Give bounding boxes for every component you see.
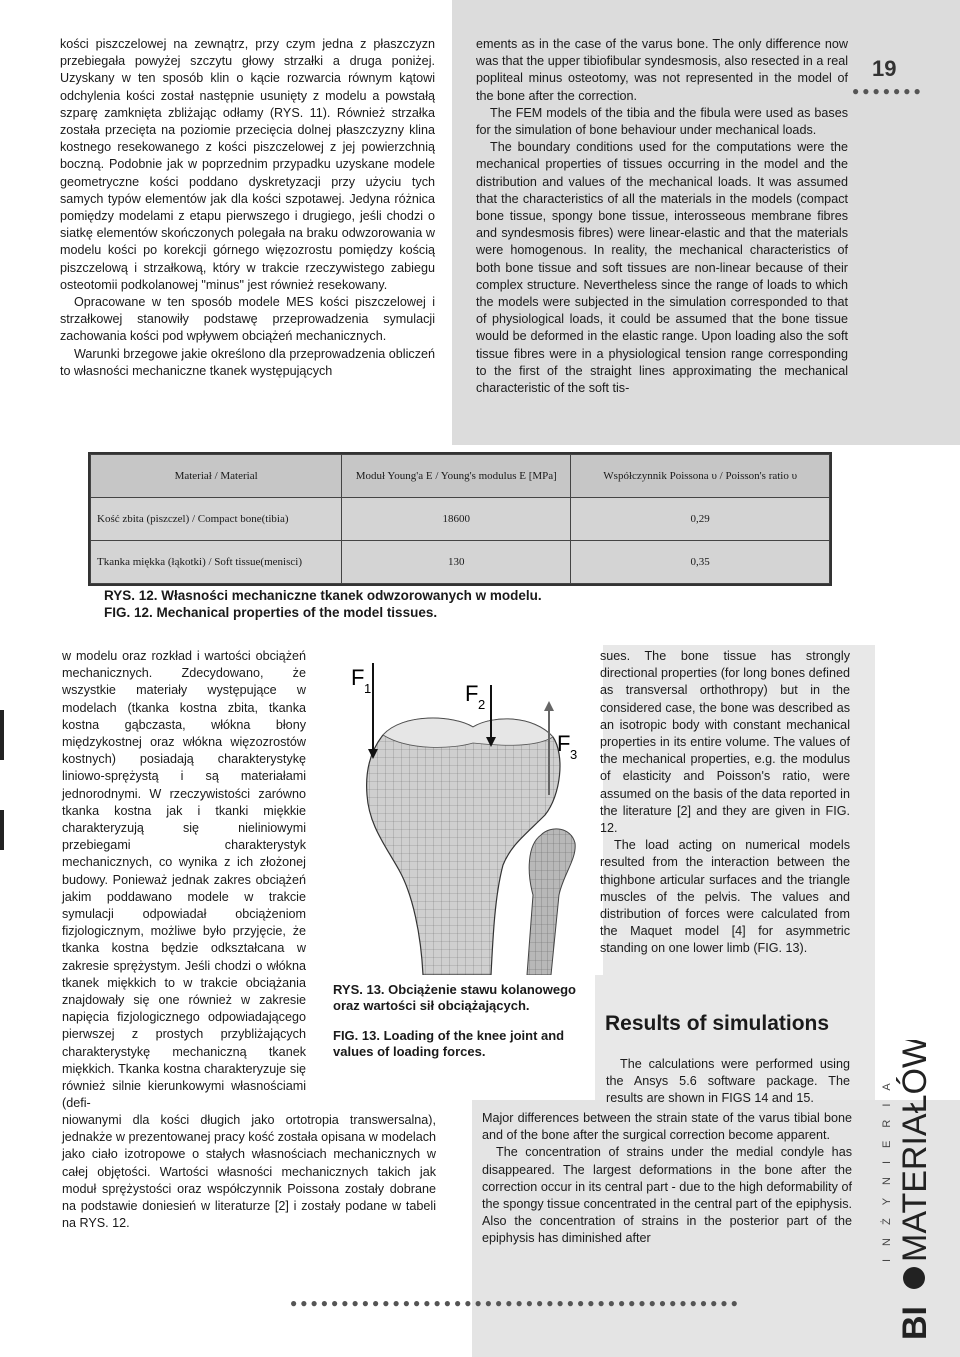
table-cell: Kość zbita (piszczel) / Compact bone(tibia) — [91, 498, 342, 541]
paragraph: The boundary conditions used for the computations were the mechanical properties of tissues occurring in the model and the distribution and values of the mechanical loads. It was assumed that the characteristics of all the materials in the models (compact bone tissue, spongy bone tissue, interosseous membrane fibres and syndesmosis fibres) were linear-elastic and that the materials were homogenous. In reality, the mechanical characteristics of both bone tissue and soft tissues are non-linear because of their complex structure. Nevertheless since the range of loads to which the models were subjected in the simulation corresponded to that of physiological loads, it could be assumed that the bone tissue would be deformed in the elastic range. Upon loading also the soft tissue fibres were in a physiological tension range corresponding to the first of the straight lines approximating the mechanical characteristic of the soft tis- — [476, 140, 848, 396]
table-cell: 0,29 — [571, 498, 830, 541]
column-left-middle — [62, 648, 306, 1112]
paragraph: sues. The bone tissue has strongly directional properties (for long bones defined as transversal orthothropy) but in the considered case, the bone was described as an isotropic body with constant mechanical properties in its entire volume. The values of the mechanical properties, e.g. the modulus of elasticity and Poisson's ratio, were assumed on the basis of the data reported in the literature [2] and they are given in FIG. 12. — [600, 649, 850, 836]
material-properties-table — [88, 452, 832, 586]
logo-top-letters: INŻYNIERIA — [881, 1070, 893, 1262]
label-f1-sub: 1 — [364, 681, 372, 696]
table-header: Materiał / Material — [91, 455, 342, 498]
page-number: 19 — [872, 56, 897, 81]
paragraph: Opracowane w ten sposób modele MES kości piszczelowej i strzałkowej stanowiły podstawę przeprowadzenia symulacji zachowania kości pod wpływem obciążeń mechanicznych. — [60, 295, 435, 344]
label-f2-sub: 2 — [478, 697, 486, 712]
paragraph: The calculations were performed using the Ansys 5.6 software package. The results are shown in FIGS 14 and 15. — [606, 1057, 850, 1106]
scan-mark — [0, 810, 4, 850]
column-right-middle — [600, 648, 850, 958]
logo-dot-icon — [903, 1267, 925, 1289]
fig13-caption-en: FIG. 13. Loading of the knee joint and values of loading forces. — [333, 1028, 565, 1059]
paragraph: The load acting on numerical models resulted from the interaction between the thighbone articular surfaces and the triangle muscles of the pelvis. The values and distribution of forces were calculated from the Maquet model [4] for asymmetric standing on one lower limb (FIG. 13). — [600, 838, 850, 956]
journal-logo — [880, 1040, 940, 1340]
column-right-bottom — [482, 1110, 852, 1248]
journal-logo-graphic — [880, 1040, 940, 1340]
knee-fem-figure — [313, 645, 603, 975]
scan-edge-marks — [0, 700, 12, 860]
table-cell: Tkanka miękka (łąkotki) / Soft tissue(menisci) — [91, 541, 342, 584]
paragraph: ements as in the case of the varus bone. The only difference now was that the upper tibiofibular syndesmosis, also resected in a real popliteal minus osteotomy, was not represented in the model of the bone after the correction. — [476, 37, 848, 103]
table-cell: 18600 — [342, 498, 571, 541]
label-f1: F — [351, 665, 365, 690]
table-header: Współczynnik Poissona υ / Poisson's ratio υ — [571, 455, 830, 498]
results-intro — [606, 1056, 850, 1108]
footer-dots: ●●●●●●●●●●●●●●●●●●●●●●●●●●●●●●●●●●●●●●●●●●●● — [290, 1296, 741, 1310]
table-row — [91, 541, 830, 584]
paragraph: niowanymi dla kości długich jako ortotropia transwersalna), jednakże w prezentowanej pracy kość została opisana w modelach jako ciało izotropowe o stałych własnościach mechanicznych w całej objętości. Wartości własności mechanicznych takich jak moduł sprężystości oraz współczynnik Poissona zostały dobrane na podstawie doniesień w literaturze [2] i zostały podane w tabeli na RYS. 12. — [62, 1113, 436, 1231]
fig12-caption — [104, 587, 804, 621]
logo-prefix: BI — [896, 1306, 934, 1340]
label-f3: F — [557, 731, 571, 756]
table-cell: 0,35 — [571, 541, 830, 584]
fig13-caption — [333, 982, 593, 1060]
label-f3-sub: 3 — [570, 747, 578, 762]
scan-mark — [0, 710, 4, 760]
table-cell: 130 — [342, 541, 571, 584]
fig12-caption-pl: RYS. 12. Własności mechaniczne tkanek odwzorowanych w modelu. — [104, 588, 542, 603]
paragraph: Major differences between the strain state of the varus tibial bone and of the bone after the surgical correction become apparent. — [482, 1111, 852, 1143]
table-header: Moduł Young'a E / Young's modulus E [MPa] — [342, 455, 571, 498]
label-f2: F — [465, 681, 479, 706]
column-left-bottom — [62, 1112, 436, 1232]
paragraph: kości piszczelowej na zewnątrz, przy czym jedna z płaszczyzn przebiegała powyżej szczytu głowy strzałki a druga poniżej. Uzyskany w ten sposób klin o kącie rozwarcia równym kątowi odchylenia kości został następnie usunięty z modelu a powstałą szparę zamknięta zbliżając odłamy (RYS. 11). Również strzałka została przecięta na poziomie przecięcia dolnej płaszczyzny klina kostnego resekowanego z kości piszczelowej z jej powierzchnią boczną. Podobnie jak w poprzednim przypadku uzyskane modele geometryczne kości poddano dyskretyzacji przy użyciu tych samych typów elementów jak dla kości szpotawej. Jedyna różnica pomiędzy modelami z etapu pierwszego i drugiego, jeśli chodzi o siatkę elementów skończonych polegała na braku odwzorowania w modelu kości po korekcji górnego więzozrostu pomiędzy kością piszczelową i strzałkową, który w trakcie rzeczywistego zabiegu osteotomii podkolanowej "minus" jest również resekowany. — [60, 37, 435, 292]
fibula-mesh — [527, 829, 575, 975]
column-right-top — [476, 36, 848, 397]
paragraph: w modelu oraz rozkład i wartości obciążeń mechanicznych. Zdecydowano, że wszystkie materiały występujące w modelach (tkanka kostna zbita, tkanka kostna gąbczasta, włókna błony międzykostnej oraz włókna więzozrostów kostnych) posiadają charakterystykę liniowo-sprężystą i są materiałami jednorodnymi. W rzeczywistości zarówno tkanka kostna jak i tkanki miękkie charakteryzują się nieliniowymi przebiegami charakterystyk mechanicznych, co wynika z ich złożonej budowy. Ponieważ jednak zakres obciążeń jakim poddawano modele w trakcie symulacji odpowiadał obciążeniom fizjologicznym, możliwe było przyjęcie, że tkanka kostna będzie odkształcana w zakresie sprężystym. Jeśli chodzi o włókna tkanek miękkich to w trakcie obciążania znajdowały się one również w zakresie napięcia fizjologicznego odpowiadającego pierwszej z prostych przybliżających charakterystykę mechaniczną tkanek miękkich. Tkanka kostna charakteryzuje się również silnie kierunkowymi własnościami (defi- — [62, 649, 306, 1111]
arrowhead-icon — [544, 701, 554, 711]
logo-main: MATERIAŁÓW — [896, 1040, 934, 1262]
table-header-row — [91, 455, 830, 498]
paragraph: The concentration of strains under the medial condyle has disappeared. The largest deformations in the bone after the correction occur in its central part - due to the high deformability of the spongy tissue concentrated in the central part of the epiphysis. Also the concentration of strains in the posterior part of the epiphysis has diminished after — [482, 1145, 852, 1246]
paragraph: The FEM models of the tibia and the fibula were used as bases for the simulation of bone behaviour under mechanical loads. — [476, 105, 848, 138]
paragraph: Warunki brzegowe jakie określono dla przeprowadzenia obliczeń to własności mechaniczne tkanek występujących — [60, 346, 435, 378]
page-number-dots: ●●●●●●● — [852, 84, 924, 98]
column-left-top — [60, 36, 435, 380]
fig13-caption-pl: RYS. 13. Obciążenie stawu kolanowego oraz wartości sił obciążających. — [333, 982, 576, 1013]
section-heading: Results of simulations — [605, 1012, 830, 1035]
knee-mesh-illustration — [313, 645, 603, 975]
fig12-caption-en: FIG. 12. Mechanical properties of the model tissues. — [104, 605, 438, 620]
tibial-plateau — [383, 718, 553, 747]
table-row — [91, 498, 830, 541]
